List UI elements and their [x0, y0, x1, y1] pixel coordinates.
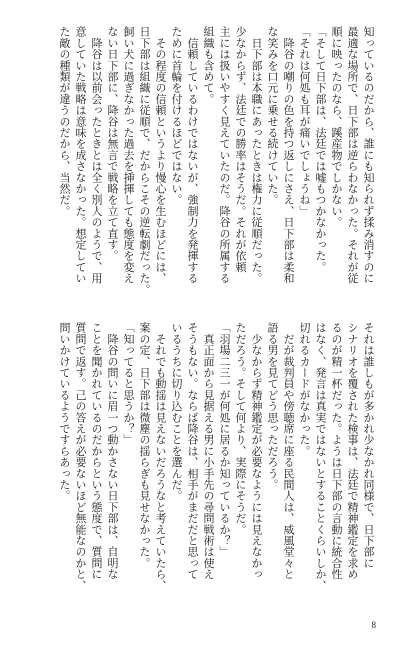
text-line: 「そして日下部は、法廷では嘘もつかなかった。: [314, 26, 327, 273]
text-line: た敵の種類が違うのだから、当然だ。: [58, 26, 71, 217]
text-line: 降谷の嘲りの色を持つ返しにさえ、日下部は柔和: [282, 26, 295, 284]
text-line: 主には扱いやすく見えていたのだ。降谷の所属する: [218, 26, 231, 284]
text-line: ことを聞かれているのだからという態度で、質問に: [90, 322, 103, 580]
text-block-lower: [28, 322, 376, 616]
text-line: 少なからず精神鑑定が必要なようには見えなかっ: [250, 322, 263, 580]
text-line: 日下部は本職にあったときは権力に従順だった。: [250, 26, 263, 284]
text-line: そうもない。ならば降谷は、相手がまだだと思って: [186, 322, 199, 580]
text-line: ない日下部に、降谷は無言で戦略を立て直す。: [106, 26, 119, 262]
text-line: それでも動揺は見えないだろうなと考えていたら、: [154, 322, 167, 591]
text-line: 降谷の問いに眉一つ動かさない日下部は、自明な: [106, 322, 119, 580]
text-line: 日下部は組織に従順で、だからこその逆転劇だった。: [138, 26, 151, 295]
text-line: はなく、発言は真実ではないとすることくらいしか、: [314, 322, 327, 591]
text-line: 問いかけているようですらあった。: [58, 322, 71, 502]
text-line: 降谷は以前会ったときとは全く別人のようで、用: [90, 26, 103, 284]
text-line: シナリオを覆された検事は、法廷で精神鑑定を求め: [346, 322, 359, 580]
text-line: 真正面から見据える男に小手先の尋問戦術は使え: [202, 322, 215, 580]
text-line: それは誰しもが多かれ少なかれ同様で、日下部に: [362, 322, 375, 569]
text-block-upper: [28, 26, 376, 295]
text-line: ただろう。そして何より、実際にそうだ。: [234, 322, 247, 535]
text-line: 切れるカードがなかった。: [298, 322, 311, 457]
text-line: るのが精一杯だった。ようは日下部の言動に統合性: [330, 322, 343, 580]
text-line: 最適な場所で、日下部は逆らわなかった。それが従: [346, 26, 359, 284]
text-line: 組織も含めて。: [202, 26, 215, 105]
text-line: 語る男を見てどう思っただろう。: [266, 322, 279, 490]
page-number: 8: [371, 620, 376, 630]
text-line: 少なからず、法廷での勝率はそうだ。それが依頼: [234, 26, 247, 273]
text-line: ために首輪を付けるほどではない。: [170, 26, 183, 206]
text-line: 意していた戦略は意味を成さなかった。想定してい: [74, 26, 87, 284]
text-line: いるうちに切り込むことを選んだ。: [170, 322, 183, 502]
text-line: 「知ってると思うか？」: [122, 322, 135, 446]
text-line: 「それは何処も耳が痛いでしょうね」: [298, 26, 311, 217]
text-line: 知っているのだから、誰にも知られず揉み消すのに: [362, 26, 375, 284]
text-line: 案の定、日下部は微塵の揺らぎも見せなかった。: [138, 322, 151, 569]
text-line: だが裁判員や傍聴席に座る民間人は、威風堂々と: [282, 322, 295, 580]
text-line: 順に映ったのなら、蹊産物でしかない。: [330, 26, 343, 228]
text-line: その程度の信頼というより慢心を生むほどには、: [154, 26, 167, 284]
text-line: 「羽場二三一が何処に居るか知っているか？」: [218, 322, 231, 558]
text-line: 質問で返す。己の答えが必要ないほど無能なのかと、: [74, 322, 87, 591]
text-line: 飼い犬に過ぎなかった過去を挿揮しても態度を変え: [122, 26, 135, 284]
text-line: な笑みを口元に乗せる続けていた。: [266, 26, 279, 206]
text-line: 信頼しているわけではないが、強制力を発揮する: [186, 26, 199, 284]
